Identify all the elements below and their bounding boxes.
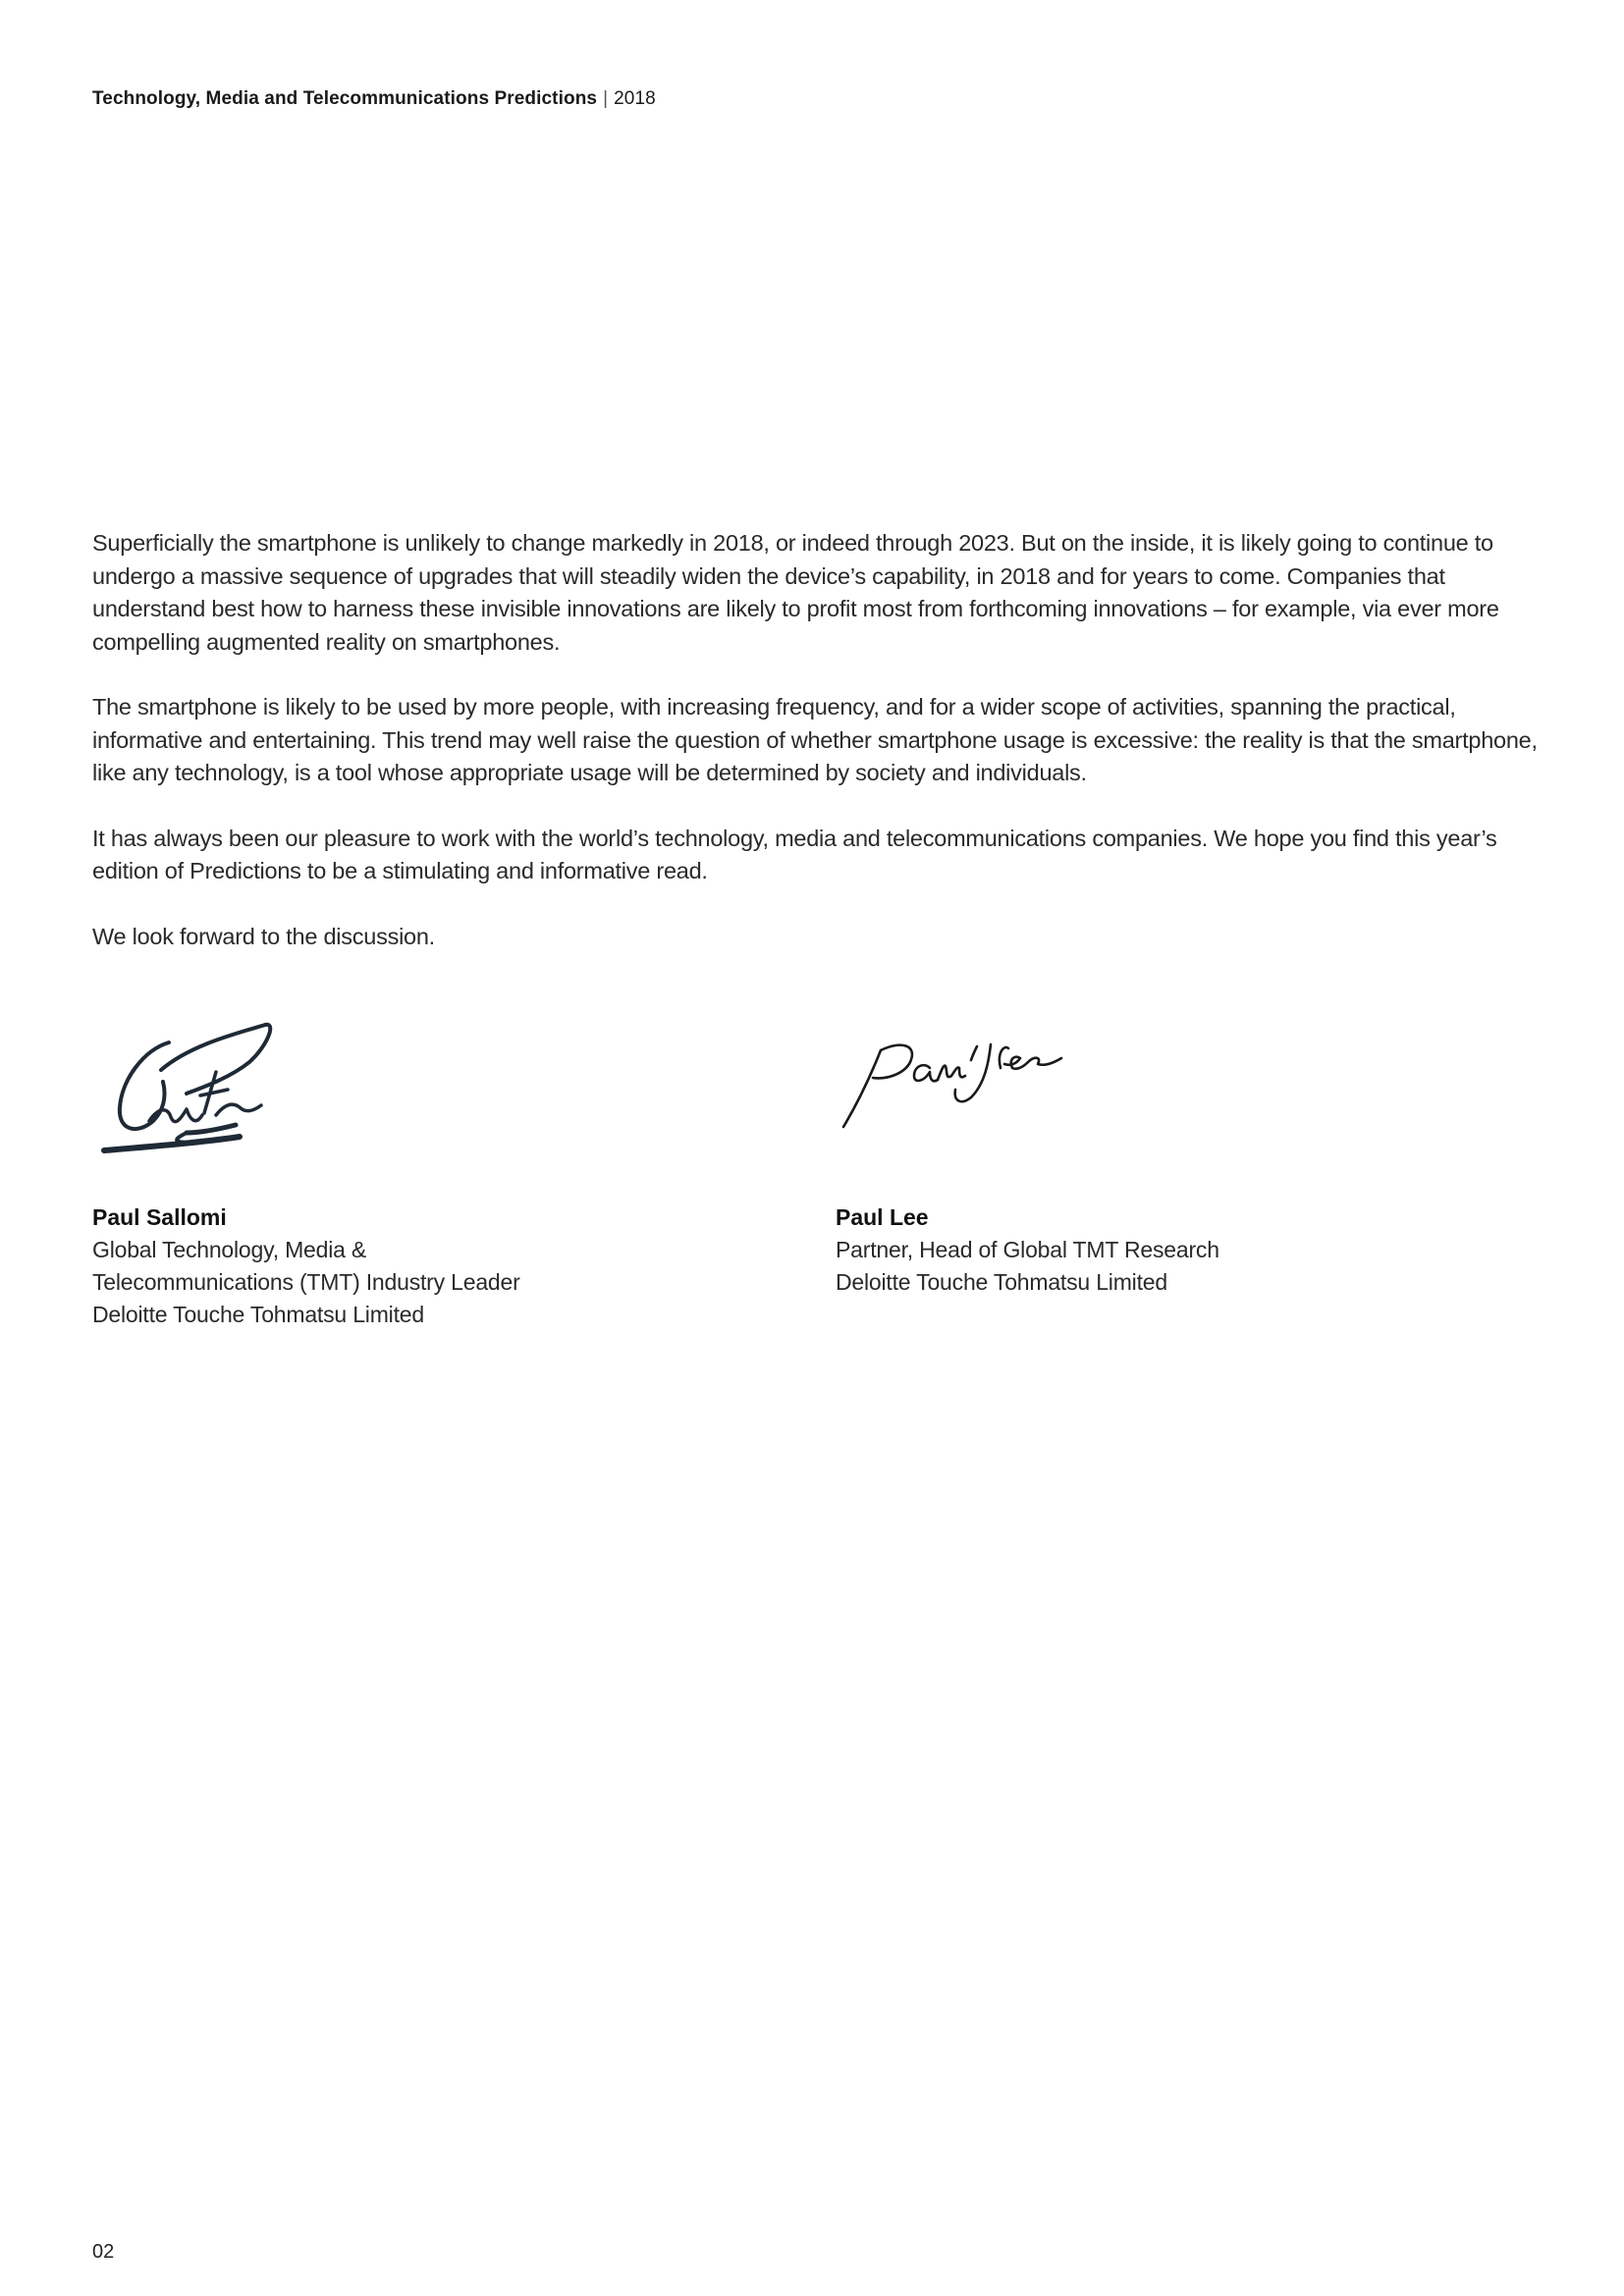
paragraph: It has always been our pleasure to work with the world’s technology, media and telecommunications companies. We hope you find this year’s edition of Predictions to be a stimulating and informative read. xyxy=(92,825,1497,883)
signatory-organization: Deloitte Touche Tohmatsu Limited xyxy=(836,1269,1167,1295)
page-number: 02 xyxy=(92,2241,115,2263)
signatory-title: Partner, Head of Global TMT Research xyxy=(836,1237,1219,1262)
handwritten-signature-icon xyxy=(836,1011,1071,1180)
paragraph: The smartphone is likely to be used by more people, with increasing frequency, and for a wider scope of activities, spanning the practical, informative and entertaining. This trend may well raise the question of whether smartphone usage is excessive: the reality is that the smartphone, like any technology, is a tool whose appropriate usage will be determined by society and individuals. xyxy=(92,694,1538,785)
signatory-name: Paul Sallomi xyxy=(92,1204,227,1230)
paragraph: We look forward to the discussion. xyxy=(92,923,435,949)
report-title: Technology, Media and Telecommunications Predictions xyxy=(92,88,598,109)
running-header xyxy=(92,88,656,110)
signatory-paul-lee xyxy=(836,1011,1219,1299)
header-separator: | xyxy=(603,88,609,109)
signature-section xyxy=(92,1011,1545,1325)
signatory-title: Global Technology, Media & xyxy=(92,1237,367,1262)
report-year: 2018 xyxy=(614,88,656,109)
signatory-name: Paul Lee xyxy=(836,1204,929,1230)
paragraph: Superficially the smartphone is unlikely to change markedly in 2018, or indeed through 2023. But on the inside, it is likely going to continue to undergo a massive sequence of upgrades that will steadily widen the device’s capability, in 2018 and for years to come. Companies that understand best how to harness these invisible innovations are likely to profit most from forthcoming innovations – for example, via ever more compelling augmented reality on smartphones. xyxy=(92,530,1499,655)
signatory-paul-sallomi xyxy=(92,1011,520,1331)
signatory-title: Telecommunications (TMT) Industry Leader xyxy=(92,1269,520,1295)
handwritten-signature-icon xyxy=(92,1011,289,1180)
letter-body xyxy=(92,527,1545,986)
signatory-organization: Deloitte Touche Tohmatsu Limited xyxy=(92,1302,424,1327)
